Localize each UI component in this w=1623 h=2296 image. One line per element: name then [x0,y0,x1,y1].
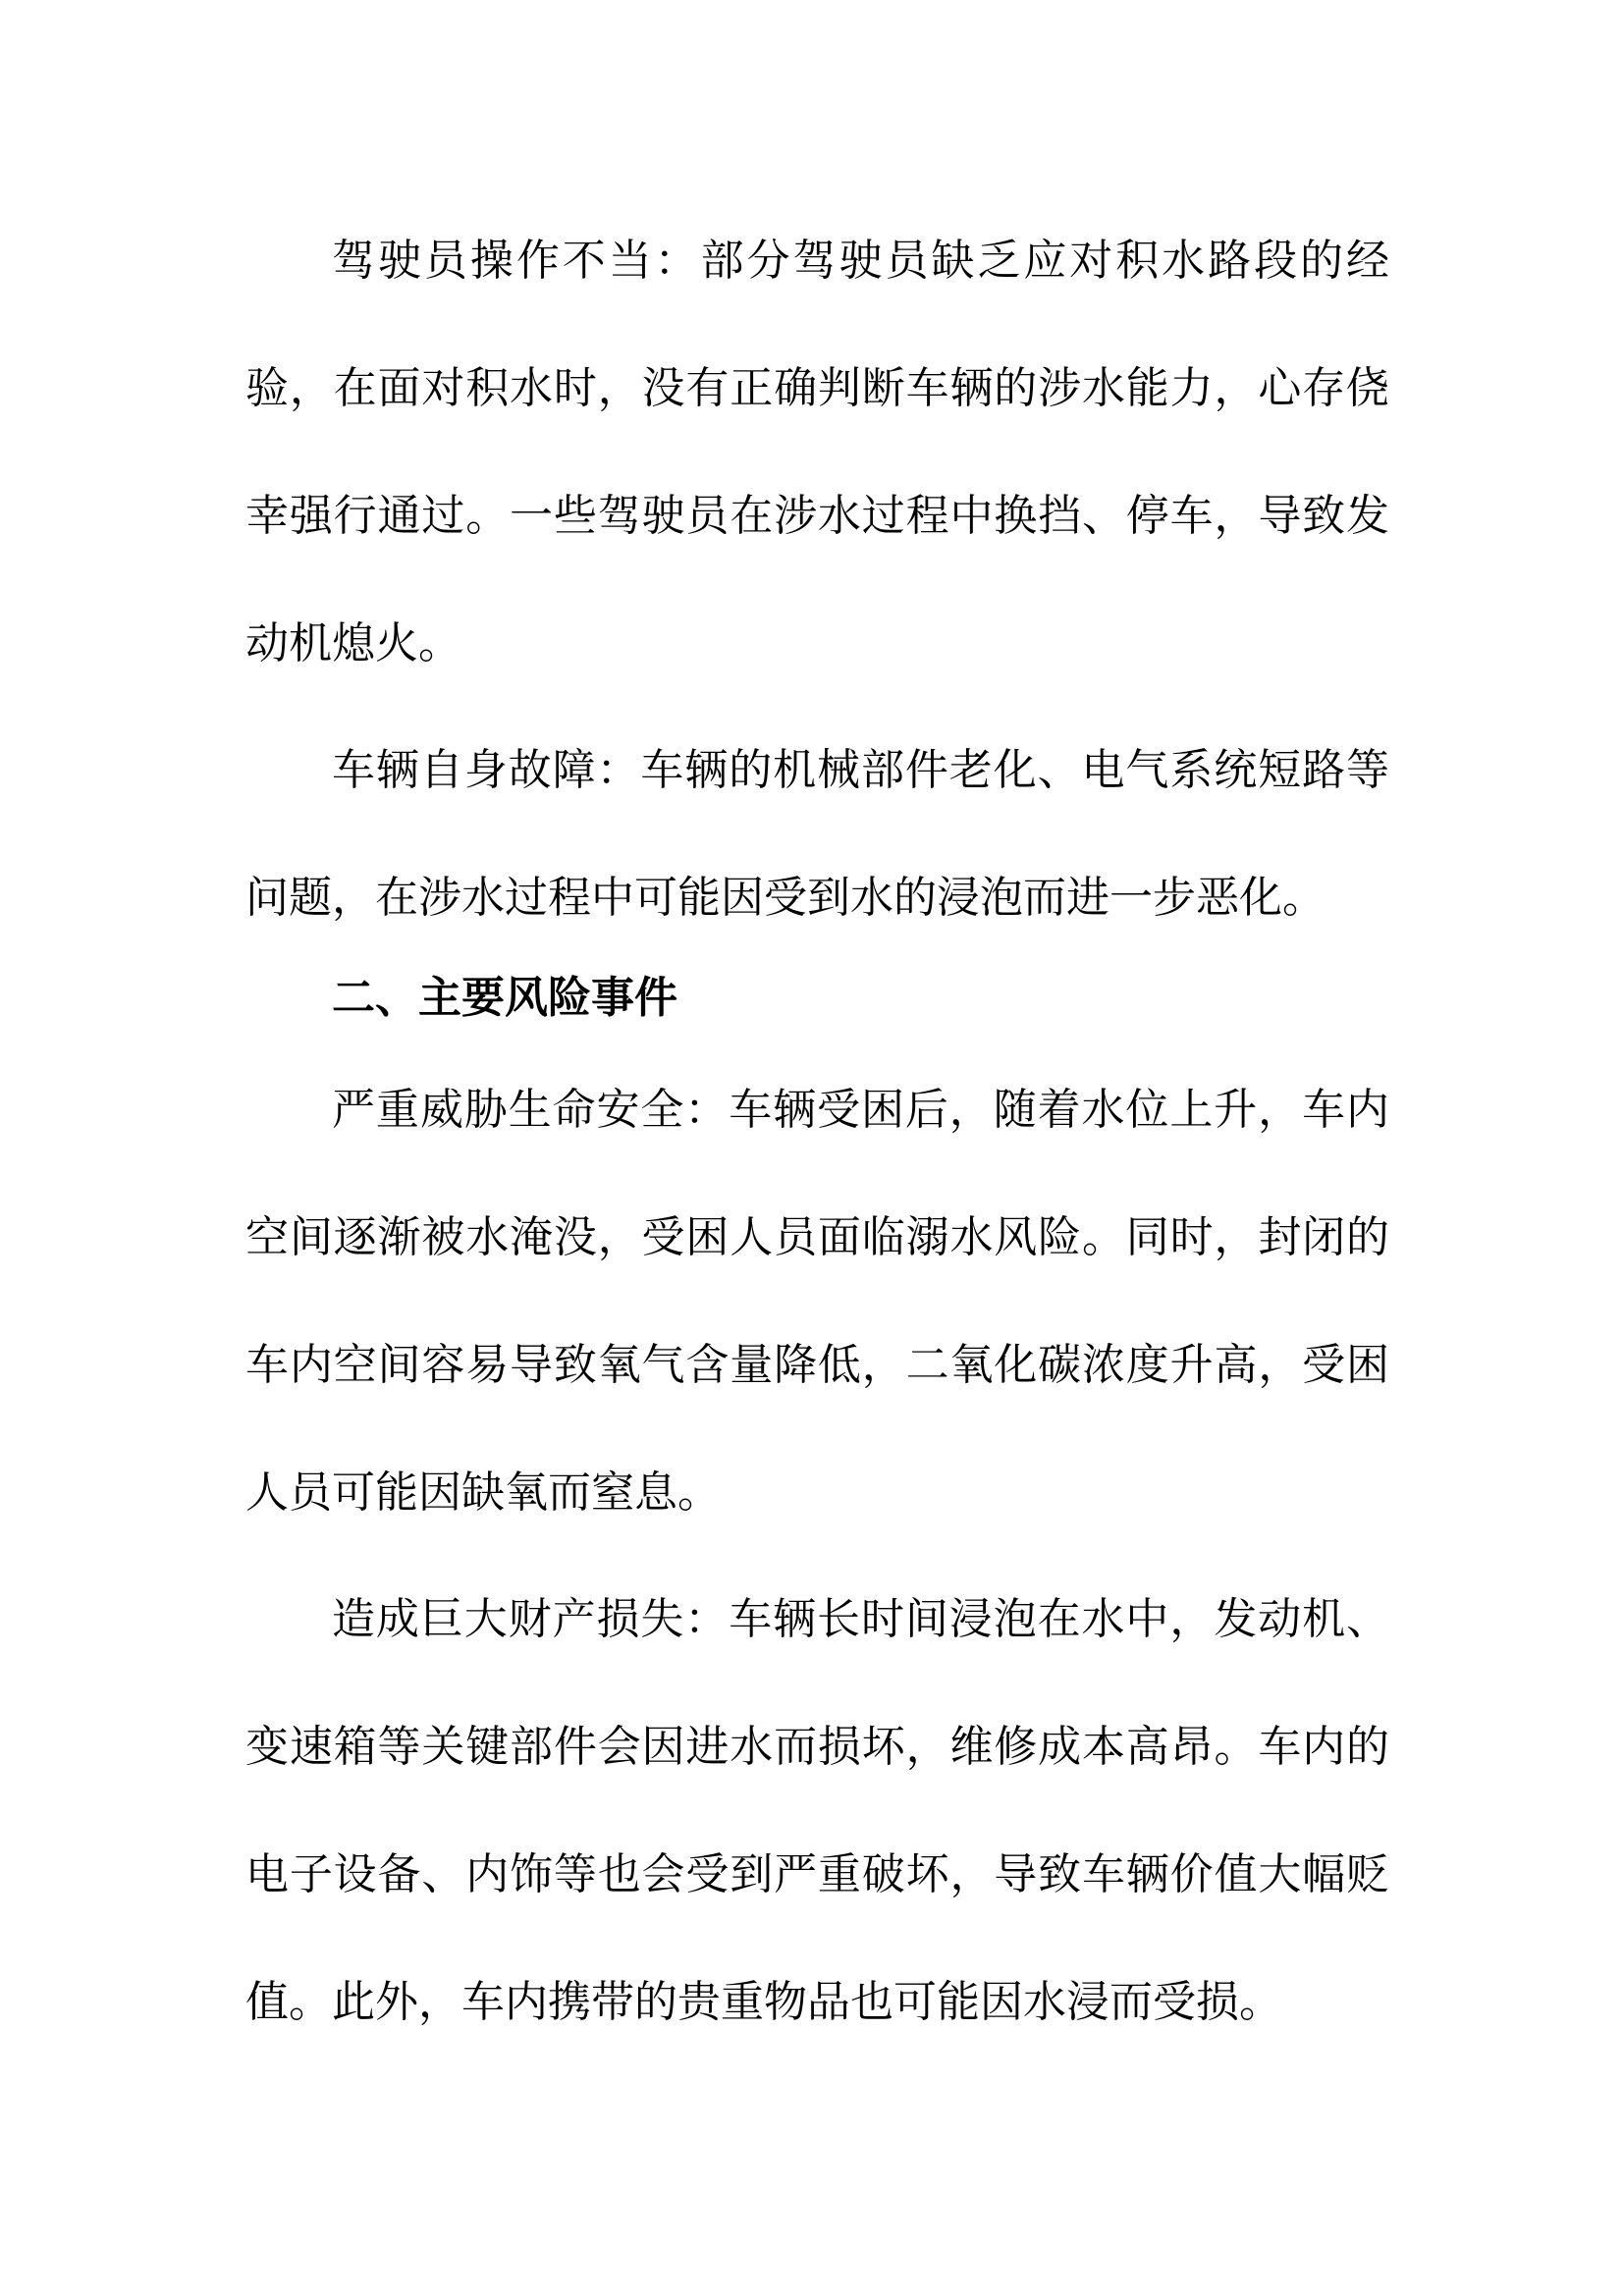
section-heading: 二、主要风险事件 [332,973,677,1023]
paragraph-property-loss: 造成巨大财产损失：车辆长时间浸泡在水中，发动机、变速箱等关键部件会因进水而损坏，维修成本高昂。车内的电子设备、内饰等也会受到严重破坏，导致车辆价值大幅贬值。此外，车内携带的贵重物品也可能因水浸而受损。 [245,1594,1389,2027]
paragraph-driver-operation: 驾驶员操作不当：部分驾驶员缺乏应对积水路段的经验，在面对积水时，没有正确判断车辆的涉水能力，心存侥幸强行通过。一些驾驶员在涉水过程中换挡、停车，导致发动机熄火。 [245,236,1389,668]
paragraph-vehicle-fault: 车辆自身故障：车辆的机械部件老化、电气系统短路等问题，在涉水过程中可能因受到水的浸泡而进一步恶化。 [245,745,1389,923]
paragraph-life-threat: 严重威胁生命安全：车辆受困后，随着水位上升，车内空间逐渐被水淹没，受困人员面临溺水风险。同时，封闭的车内空间容易导致氧气含量降低，二氧化碳浓度升高，受困人员可能因缺氧而窒息。 [245,1085,1389,1518]
